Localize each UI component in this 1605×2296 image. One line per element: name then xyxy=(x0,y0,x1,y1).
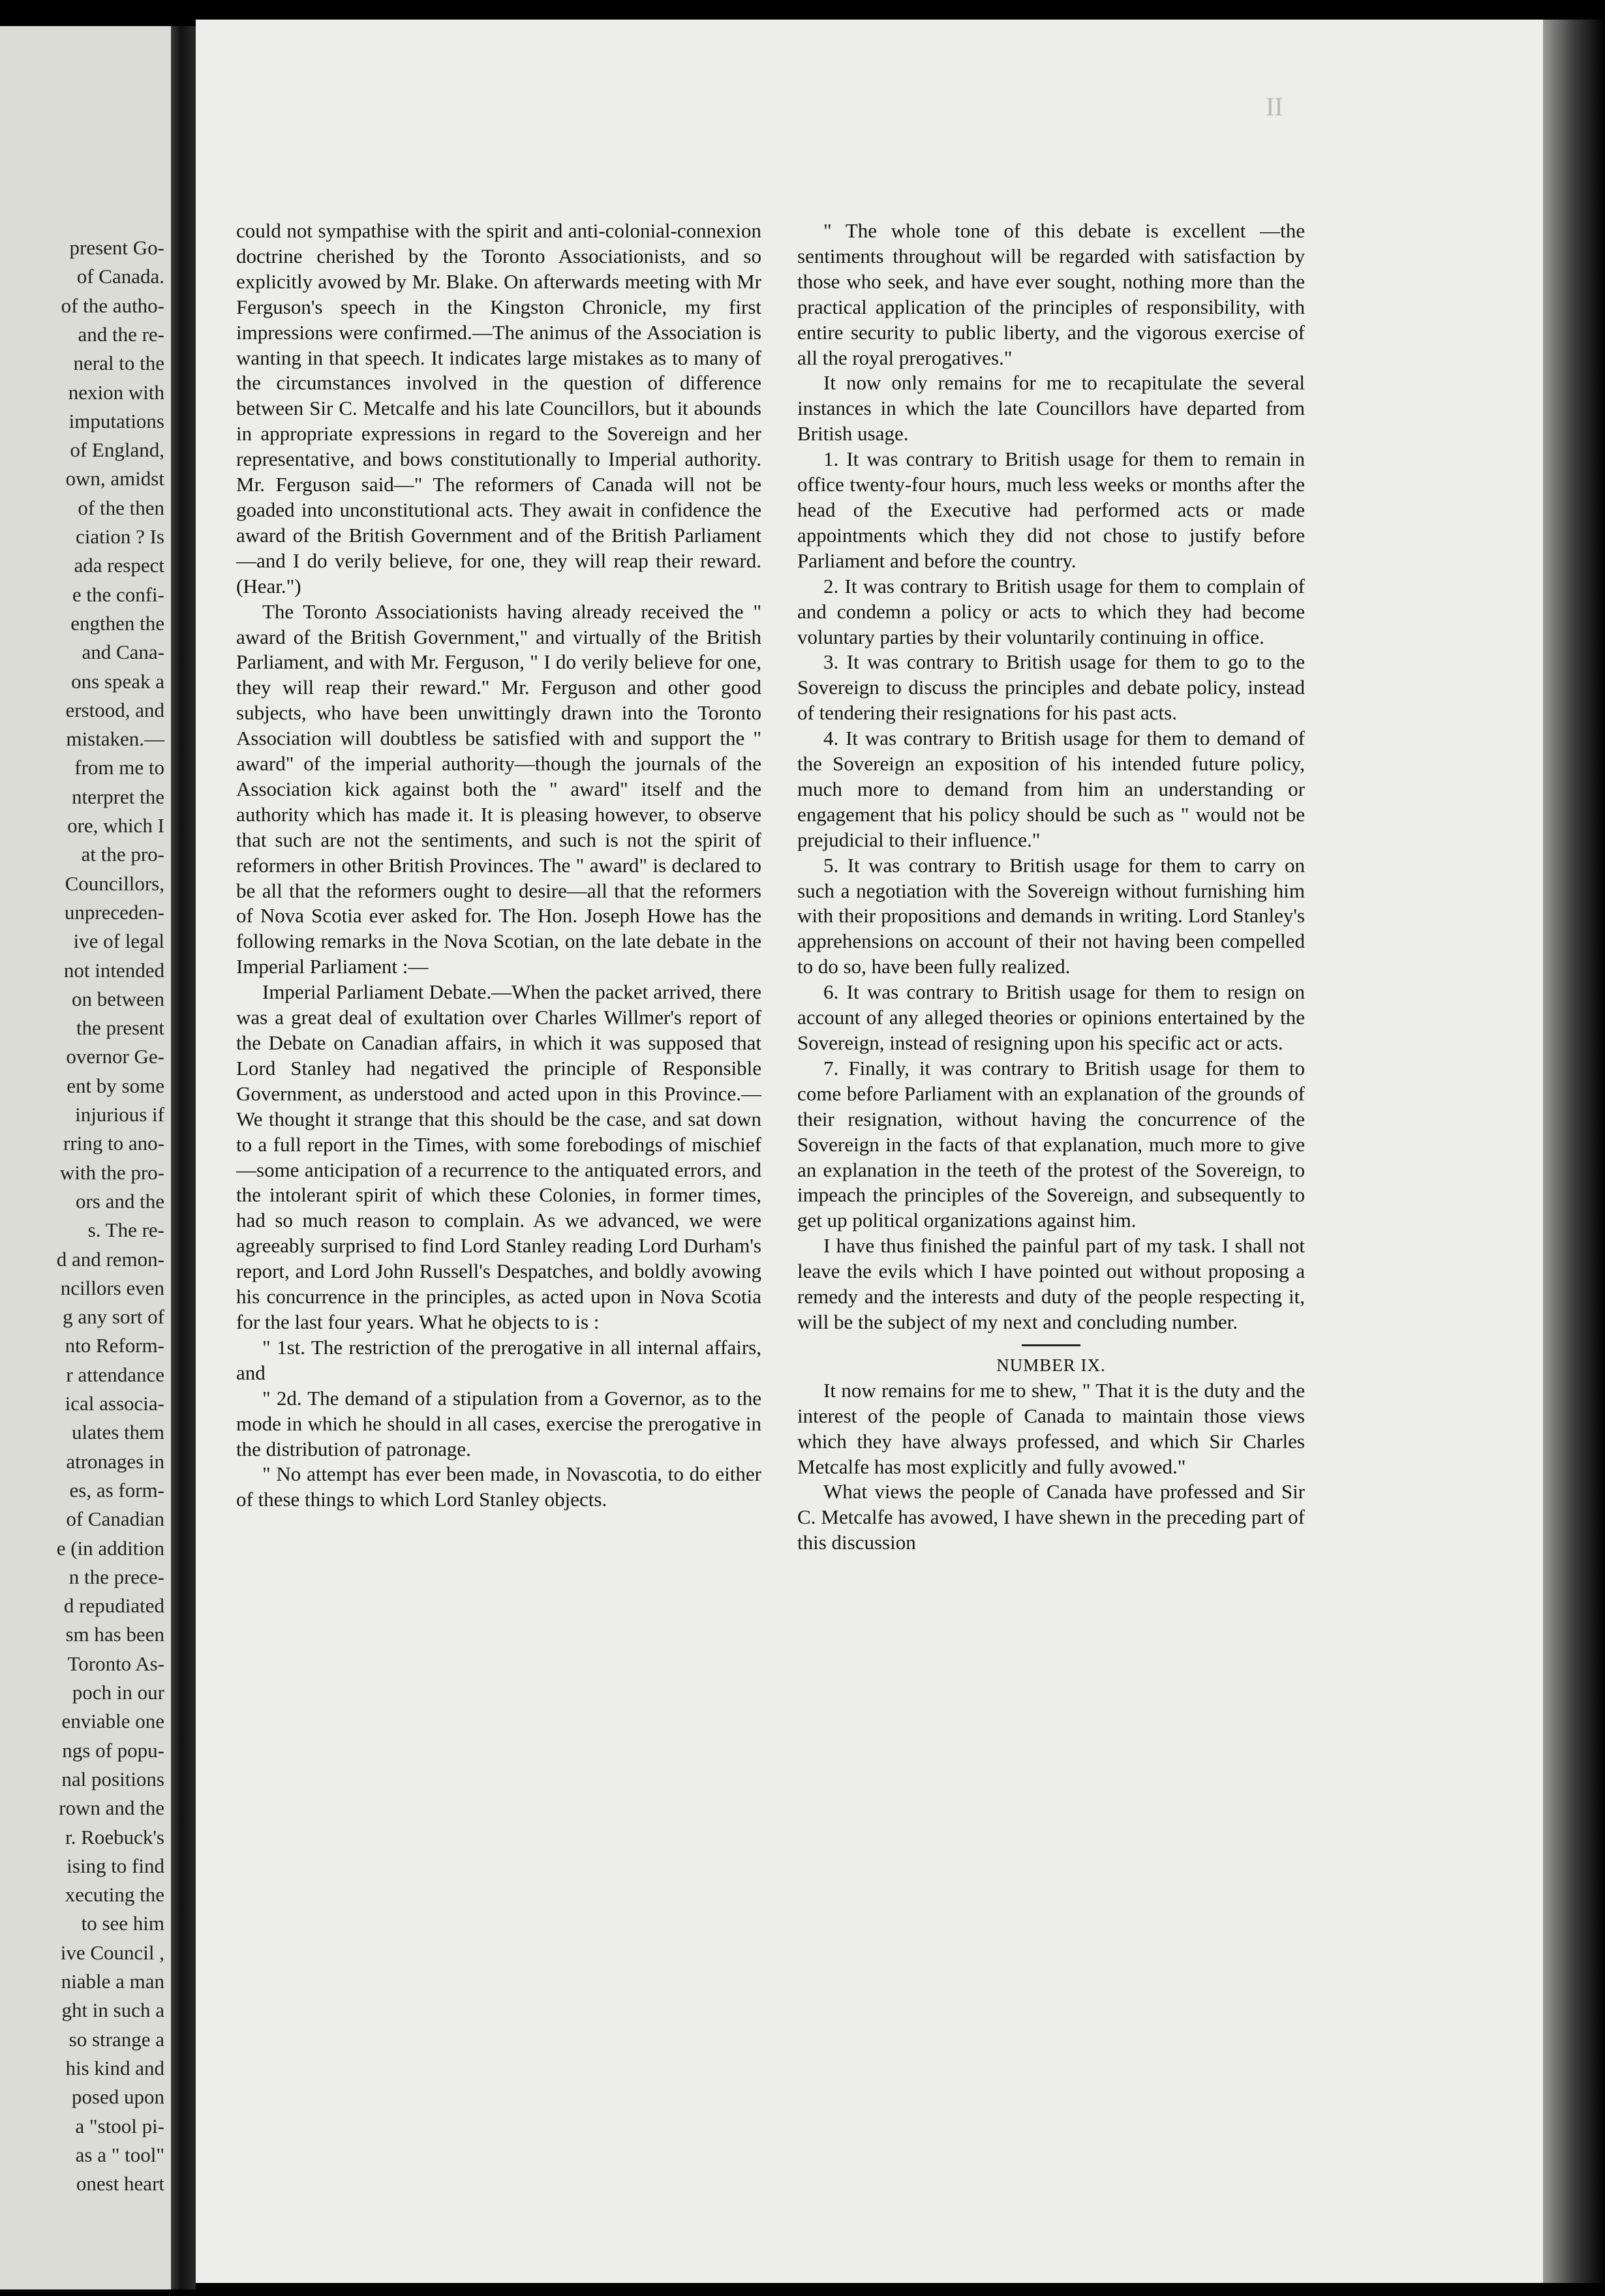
paragraph: Imperial Parliament Debate.—When the packet arrived, there was a great deal of exultation over Charles Willmer's report of the Debate on Canadian affairs, in which it was supposed that Lord Stanley had negatived the principle of Responsible Government, as understood and acted upon in this Province.— We thought it strange that this should be the case, and sat down to a full report in the Times, with some forebodings of mischief—some anticipation of a recurrence to the antiquated errors, and the intolerant spirit of which these Colonies, in former times, had so much reason to complain. As we advanced, we were agreeably surprised to find Lord Stanley reading Lord Durham's report, and Lord John Russell's Despatches, and boldly avowing his concurrence in the principles, as acted upon in Nova Scotia for the last four years. What he objects to is : xyxy=(236,980,761,1333)
paragraph: The Toronto Associationists having already received the " award of the British Government," and virtually of the British Parliament, and with Mr. Ferguson, " I do verily believe for one, they will reap their reward." Mr. Ferguson and other good subjects, who have been unwittingly drawn into the Toronto Association will doubtless be satisfied with and support the " award" of the imperial authority—though the journals of the Association kick against both the " award" itself and the authority which has made it. It is pleasing however, to observe that such are not the sentiments, and such is not the spirit of reformers in other British Provinces. The " award" is declared to be all that the reformers ought to desire—all that the reformers of Nova Scotia ever asked for. The Hon. Joseph Howe has the following remarks in the Nova Scotian, on the late debate in the Imperial Parliament :— xyxy=(236,599,761,978)
section-rule xyxy=(1022,1344,1080,1346)
left-page-fragment xyxy=(0,26,171,2289)
paragraph: It now remains for me to shew, " That it is the duty and the interest of the people of Canada to maintain those views which they have always professed, and which Sir Charles Metcalfe has most explicitly and fully avowed." xyxy=(797,1378,1305,1478)
fragment-line: and Cana- xyxy=(82,641,164,664)
fragment-line: r. Roebuck's xyxy=(65,1825,164,1849)
fragment-line: ulates them xyxy=(71,1421,164,1444)
paragraph: " 1st. The restriction of the prerogative in all internal affairs, and xyxy=(236,1335,761,1384)
fragment-line: overnor Ge- xyxy=(66,1045,164,1068)
paragraph: It now only remains for me to recapitulate the several instances in which the late Councillors have departed from British usage. xyxy=(797,371,1305,446)
fragment-line: sm has been xyxy=(65,1623,164,1646)
fragment-line: to see him xyxy=(81,1912,164,1935)
fragment-line: engthen the xyxy=(70,611,164,635)
fragment-line: enviable one xyxy=(61,1710,164,1733)
fragment-line: on between xyxy=(71,987,164,1010)
fragment-line: rown and the xyxy=(59,1796,164,1820)
paragraph: 7. Finally, it was contrary to British usage for them to come before Parliament with an explanation of the grounds of their resignation, without having the concurrence of the Sovereign in the facts of that explanation, much more to give an explanation in the teeth of the protest of the Sovereign, to impeach the principles of the Sovereign, and subsequently to get up political organizations against him. xyxy=(797,1056,1305,1232)
fragment-line: and the re- xyxy=(78,322,164,346)
fragment-line: d and remon- xyxy=(56,1247,164,1271)
fragment-line: d repudiated xyxy=(63,1594,164,1618)
fragment-line: e the confi- xyxy=(72,582,164,606)
fragment-line: ore, which I xyxy=(67,814,164,837)
fragment-line: unpreceden- xyxy=(64,900,164,924)
fragment-line: ght in such a xyxy=(61,1999,164,2022)
fragment-line: nal positions xyxy=(61,1767,164,1790)
fragment-line: ons speak a xyxy=(71,669,164,693)
fragment-line: atronages in xyxy=(66,1449,164,1473)
fragment-line: ical associa- xyxy=(65,1392,164,1415)
paragraph: could not sympathise with the spirit and anti-colonial-connexion doctrine cherished by the Toronto Associationists, and so explicitly avowed by Mr. Blake. On afterwards meeting with Mr Ferguson's speech in the Kingston Chronicle, my first impressions were confirmed.—The animus of the Association is wanting in that speech. It indicates large mistakes as to many of the circumstances involved in the question of difference between Sir C. Metcalfe and his late Councillors, but it abounds in appropriate expressions in regard to the Sovereign and her representative, and bows constitutionally to Imperial authority. Mr. Ferguson said—" The reformers of Canada will not be goaded into unconstitutional acts. They await in confidence the award of the British Government and of the British Parliament—and I do verily believe, for one, they will reap their reward. (Hear.") xyxy=(236,219,761,597)
fragment-line: xecuting the xyxy=(65,1883,164,1907)
fragment-line: onest heart xyxy=(76,2172,164,2196)
fragment-line: s. The re- xyxy=(87,1218,164,1242)
fragment-line: of England, xyxy=(70,438,164,462)
paragraph: 4. It was contrary to British usage for them to demand of the Sovereign an exposition of his intended future policy, much more to demand from him an understanding or engagement that his policy should be such as " would not be prejudicial to their influence." xyxy=(797,727,1305,851)
fragment-line: not intended xyxy=(63,958,164,982)
fragment-line: e (in addition xyxy=(56,1536,164,1560)
fragment-line: a "stool pi- xyxy=(75,2114,164,2137)
fragment-line: nto Reform- xyxy=(65,1334,164,1357)
fragment-line: rring to ano- xyxy=(63,1132,164,1155)
fragment-line: ive of legal xyxy=(73,929,164,953)
fragment-line: so strange a xyxy=(69,2027,164,2051)
page-mark: II xyxy=(1266,92,1283,121)
fragment-line: as a " tool" xyxy=(75,2143,164,2166)
fragment-line: of the then xyxy=(78,496,164,519)
section-heading: NUMBER IX. xyxy=(996,1355,1106,1375)
fragment-line: poch in our xyxy=(72,1681,164,1704)
paragraph: I have thus finished the painful part of my task. I shall not leave the evils which I have pointed out without proposing a remedy and the interests and duty of the people respecting it, will be the subject of my next and concluding number. xyxy=(797,1234,1305,1333)
page-edge-shadow xyxy=(1543,20,1605,2283)
text-column-2 xyxy=(797,219,1305,1556)
fragment-line: Councillors, xyxy=(65,871,164,895)
paragraph: " No attempt has ever been made, in Novascotia, to do either of these things to which Lord Stanley objects. xyxy=(236,1462,761,1511)
fragment-line: injurious if xyxy=(75,1103,164,1126)
fragment-line: erstood, and xyxy=(65,698,164,721)
text-column-1 xyxy=(236,219,761,1513)
fragment-line: neral to the xyxy=(73,352,164,375)
fragment-line: es, as form- xyxy=(69,1478,164,1502)
fragment-line: of Canadian xyxy=(66,1507,164,1531)
fragment-line: nterpret the xyxy=(71,785,164,808)
fragment-line: ors and the xyxy=(75,1189,164,1213)
fragment-line: niable a man xyxy=(61,1970,164,1993)
book-gutter xyxy=(171,26,196,2289)
fragment-line: ciation ? Is xyxy=(75,525,164,548)
fragment-line: n the prece- xyxy=(69,1565,164,1588)
fragment-line: the present xyxy=(76,1016,164,1040)
fragment-line: ive Council , xyxy=(60,1941,164,1964)
fragment-line: ngs of popu- xyxy=(62,1738,164,1762)
fragment-line: ncillors even xyxy=(60,1276,164,1299)
paragraph: 3. It was contrary to British usage for them to go to the Sovereign to discuss the principles and debate policy, instead of tendering their resignations for his past acts. xyxy=(797,650,1305,725)
paragraph: What views the people of Canada have professed and Sir C. Metcalfe has avowed, I have shewn in the preceding part of this discussion xyxy=(797,1480,1305,1554)
fragment-line: g any sort of xyxy=(63,1305,164,1329)
fragment-line: posed upon xyxy=(71,2085,164,2109)
fragment-line: mistaken.— xyxy=(66,727,164,751)
paragraph: " 2d. The demand of a stipulation from a Governor, as to the mode in which he should in all cases, exercise the prerogative in the distribution of patronage. xyxy=(236,1386,761,1460)
fragment-line: ent by some xyxy=(67,1074,164,1097)
fragment-line: Toronto As- xyxy=(67,1652,164,1675)
fragment-line: nexion with xyxy=(68,380,164,404)
fragment-line: own, amidst xyxy=(65,467,164,491)
fragment-line: ada respect xyxy=(74,554,164,577)
fragment-line: with the pro- xyxy=(59,1160,164,1184)
fragment-line: his kind and xyxy=(65,2056,164,2079)
paragraph: 6. It was contrary to British usage for them to resign on account of any alleged theories or opinions entertained by the Sovereign, instead of resigning upon his specific act or acts. xyxy=(797,980,1305,1054)
fragment-line: imputations xyxy=(69,409,164,432)
fragment-line: present Go- xyxy=(69,236,164,259)
fragment-line: from me to xyxy=(74,756,164,779)
fragment-line: of Canada. xyxy=(76,265,164,288)
paragraph: " The whole tone of this debate is excellent —the sentiments throughout will be regarded with satisfaction by those who seek, and have ever sought, nothing more than the practical application of the principles of responsibility, with entire security to public liberty, and the vigorous exercise of all the royal prerogatives." xyxy=(797,219,1305,369)
fragment-line: ising to find xyxy=(67,1854,164,1877)
fragment-line: at the pro- xyxy=(81,843,164,866)
paragraph: 2. It was contrary to British usage for them to complain of and condemn a policy or acts to which they had become voluntary parties by their voluntarily continuing in office. xyxy=(797,574,1305,648)
paragraph: 1. It was contrary to British usage for them to remain in office twenty-four hours, much less weeks or months after the head of the Executive had performed acts or made appointments which they did not chose to justify before Parliament and before the country. xyxy=(797,447,1305,572)
fragment-line: r attendance xyxy=(66,1363,164,1386)
paragraph: 5. It was contrary to British usage for them to carry on such a negotiation with the Sovereign without furnishing him with their propositions and demands in writing. Lord Stanley's apprehensions on account of their not having been compelled to do so, have been fully realized. xyxy=(797,853,1305,978)
fragment-line: of the autho- xyxy=(61,294,164,317)
